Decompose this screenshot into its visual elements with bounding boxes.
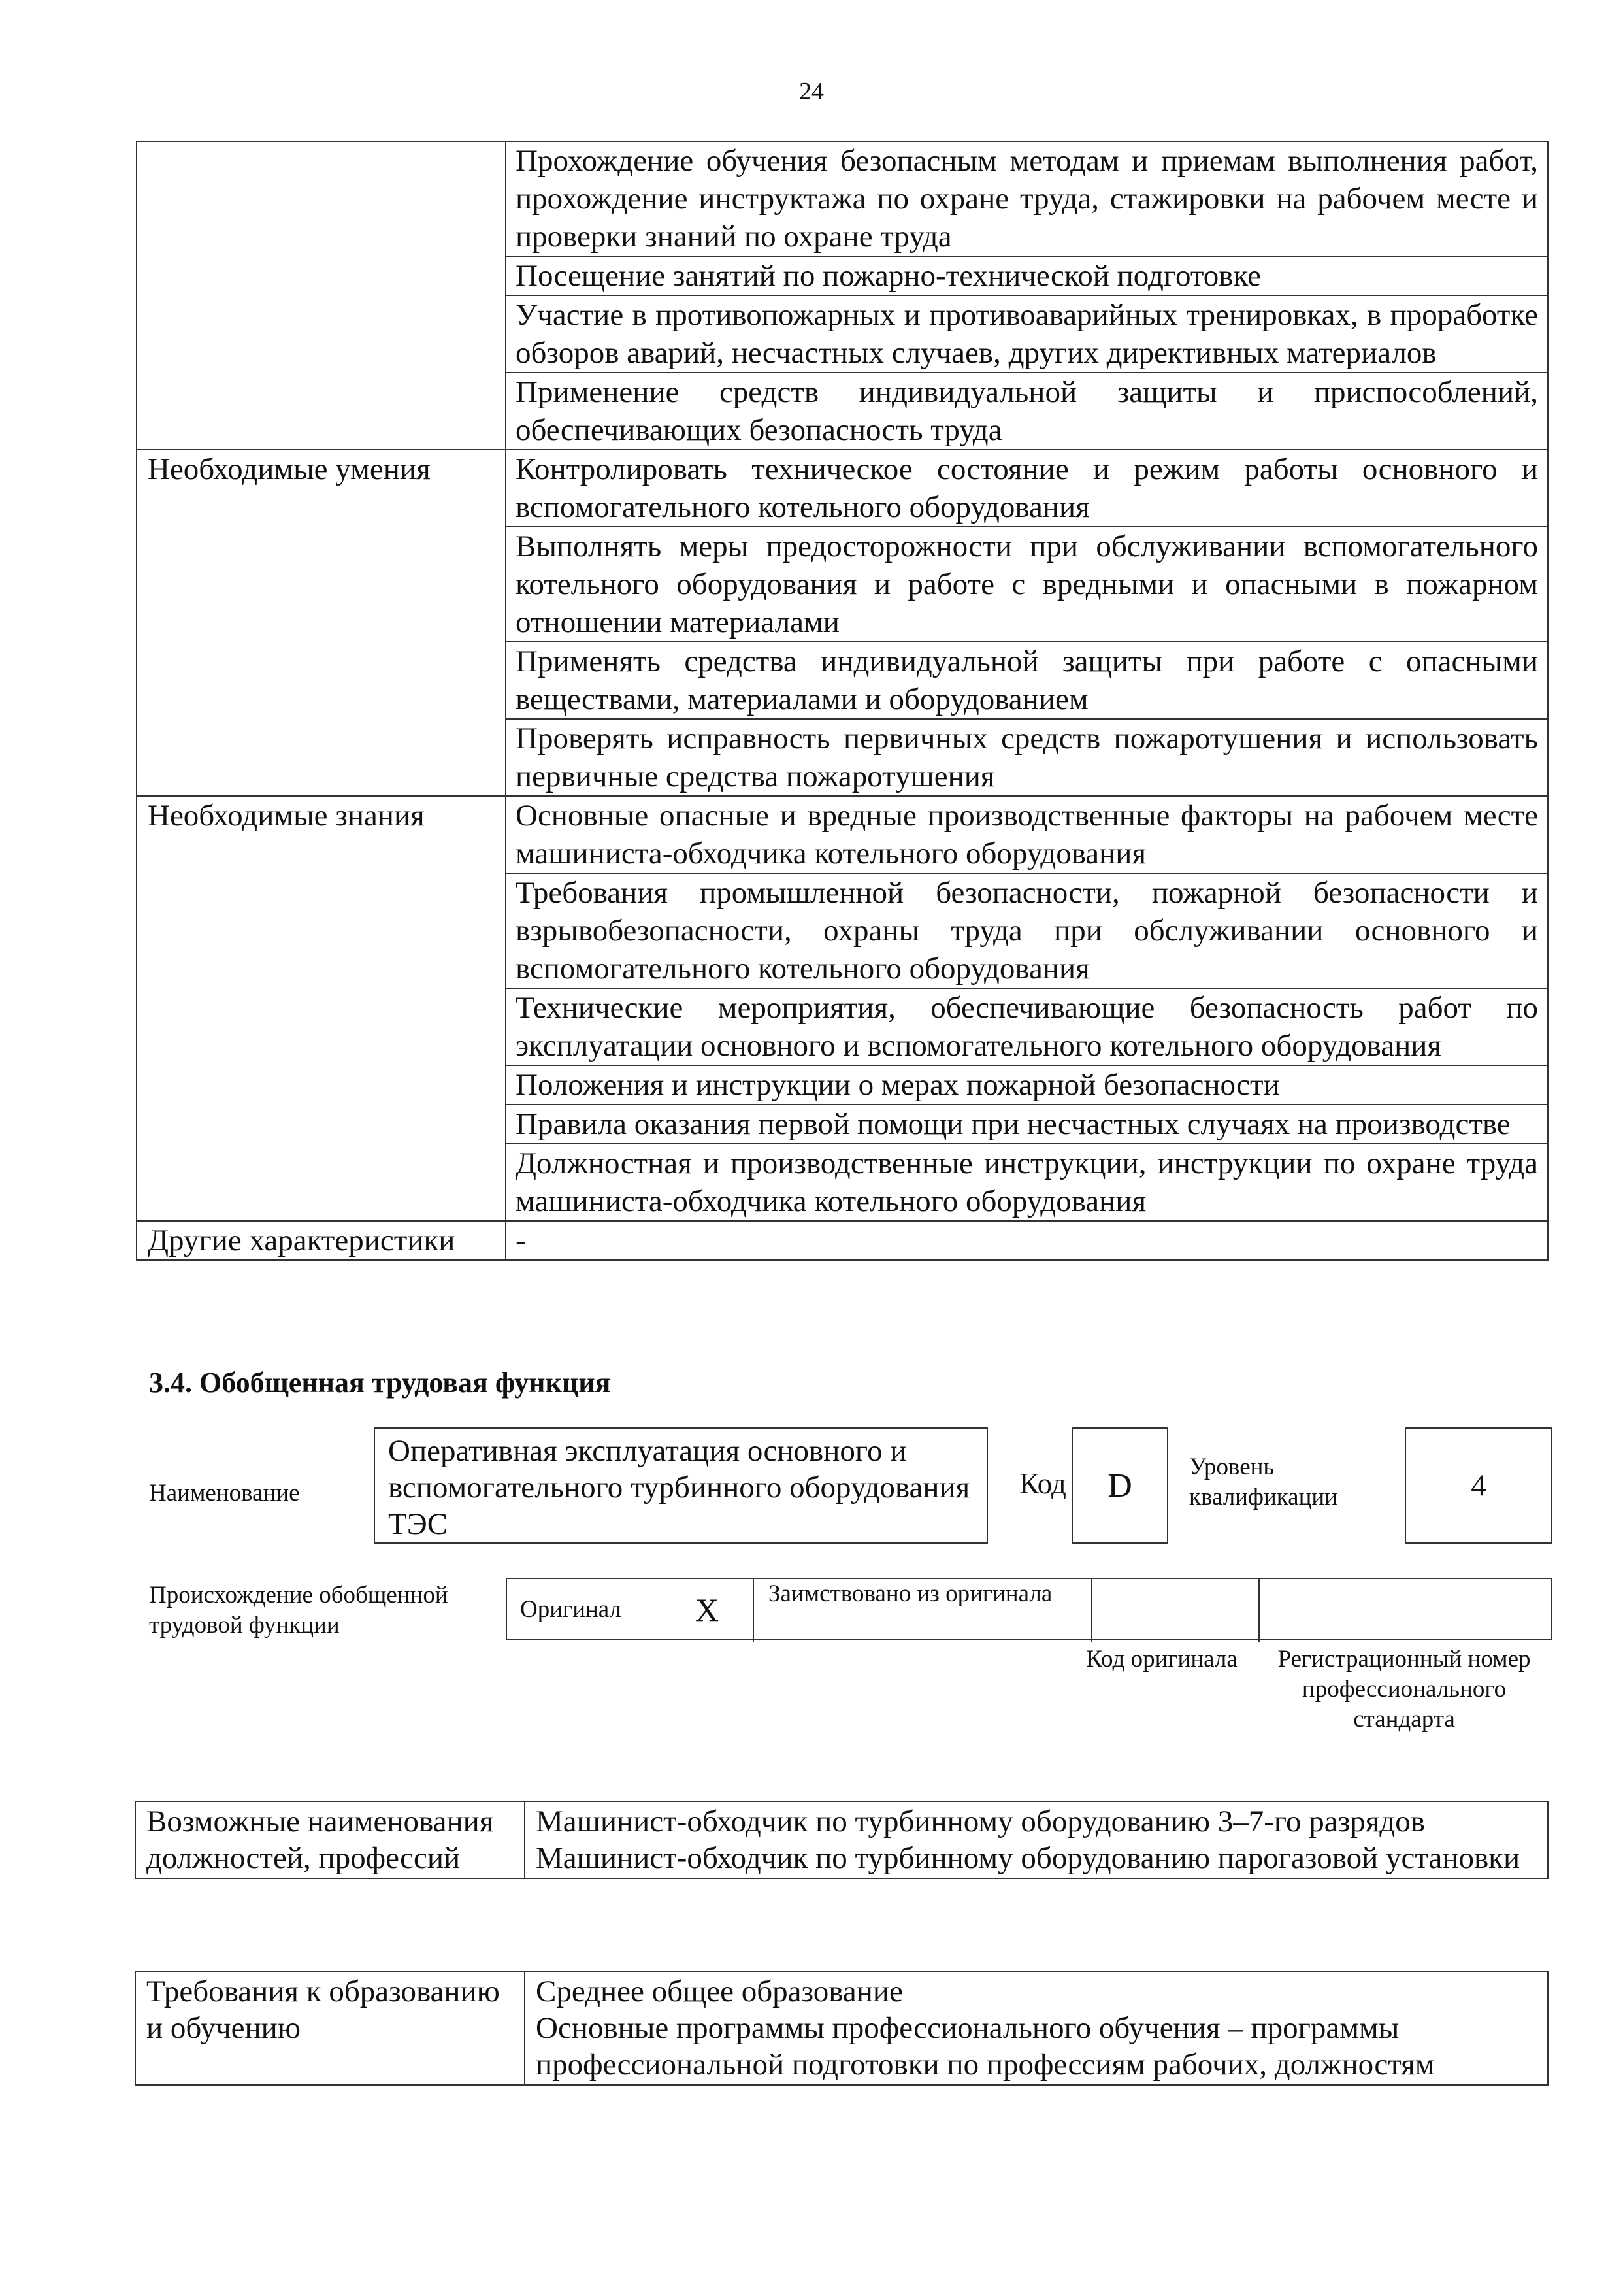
borrowed-label: Заимствовано из оригинала xyxy=(768,1580,1053,1607)
table-cell: Основные опасные и вредные производственные факторы на рабочем месте машиниста-обходчика котельного оборудования xyxy=(506,796,1548,873)
original-code-cell xyxy=(1092,1579,1260,1642)
function-name-box: Оперативная эксплуатация основного и вспомогательного турбинного оборудования ТЭС xyxy=(374,1427,988,1544)
registration-number-cell xyxy=(1260,1579,1551,1642)
table-cell: Прохождение обучения безопасным методам и приемам выполнения работ, прохождение инструктажа по охране труда, стажировки на рабочем месте и проверки знаний по охране труда xyxy=(506,141,1548,256)
row-label-other: Другие характеристики xyxy=(137,1221,506,1260)
table-cell: Положения и инструкции о мерах пожарной безопасности xyxy=(506,1065,1548,1105)
registration-number-caption: Регистрационный номер профессионального стандарта xyxy=(1277,1646,1531,1733)
table-row xyxy=(137,796,1548,873)
code-label: Код xyxy=(1019,1467,1066,1500)
qualification-level-label: Уровень квалификации xyxy=(1189,1454,1337,1510)
positions-table xyxy=(135,1801,1549,1879)
table-cell: Применение средств индивидуальной защиты и приспособлений, обеспечивающих безопасность труда xyxy=(506,373,1548,450)
borrowed-cell xyxy=(754,1579,1092,1642)
row-label xyxy=(137,141,506,450)
table-cell: Требования промышленной безопасности, пожарной безопасности и взрывобезопасности, охраны труда при обслуживании основного и вспомогательного котельного оборудования xyxy=(506,873,1548,988)
position-line: Машинист-обходчик по турбинному оборудованию 3–7-го разрядов xyxy=(536,1805,1425,1838)
positions-cell xyxy=(525,1801,1548,1878)
row-label-skills: Необходимые умения xyxy=(137,450,506,796)
table-cell: Технические мероприятия, обеспечивающие безопасность работ по эксплуатации основного и вспомогательного котельного оборудования xyxy=(506,988,1548,1065)
positions-label: Возможные наименования должностей, профессий xyxy=(135,1801,525,1878)
education-line: Основные программы профессионального обучения – программы профессиональной подготовки по профессиям рабочих, должностям xyxy=(536,2011,1435,2082)
original-label: Оригинал xyxy=(520,1596,622,1623)
table-row xyxy=(137,1221,1548,1260)
table-cell: Применять средства индивидуальной защиты при работе с опасными веществами, материалами и оборудованием xyxy=(506,642,1548,719)
table-cell: Должностная и производственные инструкции, инструкции по охране труда машиниста-обходчика котельного оборудования xyxy=(506,1144,1548,1221)
code-value: D xyxy=(1107,1467,1132,1505)
table-cell: Участие в противопожарных и противоаварийных тренировках, в проработке обзоров аварий, несчастных случаев, других директивных материалов xyxy=(506,295,1548,373)
origin-table xyxy=(506,1578,1552,1640)
table-row xyxy=(137,450,1548,527)
section-title: 3.4. Обобщенная трудовая функция xyxy=(149,1367,611,1399)
competency-table xyxy=(136,141,1549,1261)
table-cell: Правила оказания первой помощи при несчастных случаях на производстве xyxy=(506,1105,1548,1144)
qualification-level-value: 4 xyxy=(1471,1469,1486,1503)
table-cell: - xyxy=(506,1221,1548,1260)
original-code-caption: Код оригинала xyxy=(1086,1646,1238,1672)
original-cell xyxy=(507,1579,754,1642)
qualification-level-box xyxy=(1405,1427,1552,1544)
table-cell: Посещение занятий по пожарно-технической подготовке xyxy=(506,256,1548,295)
table-row xyxy=(137,141,1548,256)
original-mark: X xyxy=(695,1591,719,1628)
code-box xyxy=(1072,1427,1168,1544)
table-cell: Контролировать техническое состояние и режим работы основного и вспомогательного котельного оборудования xyxy=(506,450,1548,527)
name-label: Наименование xyxy=(149,1480,300,1506)
position-line: Машинист-обходчик по турбинному оборудованию парогазовой установки xyxy=(536,1841,1520,1875)
row-label-knowledge: Необходимые знания xyxy=(137,796,506,1221)
table-cell: Выполнять меры предосторожности при обслуживании вспомогательного котельного оборудования и работе с вредными и опасными в пожарном отношении материалами xyxy=(506,527,1548,642)
education-cell xyxy=(525,1971,1548,2085)
education-label: Требования к образованию и обучению xyxy=(135,1971,525,2085)
table-cell: Проверять исправность первичных средств пожаротушения и использовать первичные средства пожаротушения xyxy=(506,719,1548,796)
education-table xyxy=(135,1971,1549,2086)
table-row xyxy=(135,1971,1548,2085)
education-line: Среднее общее образование xyxy=(536,1974,903,2008)
page-number: 24 xyxy=(799,78,824,105)
table-row xyxy=(135,1801,1548,1878)
origin-label: Происхождение обобщенной трудовой функции xyxy=(149,1582,448,1639)
